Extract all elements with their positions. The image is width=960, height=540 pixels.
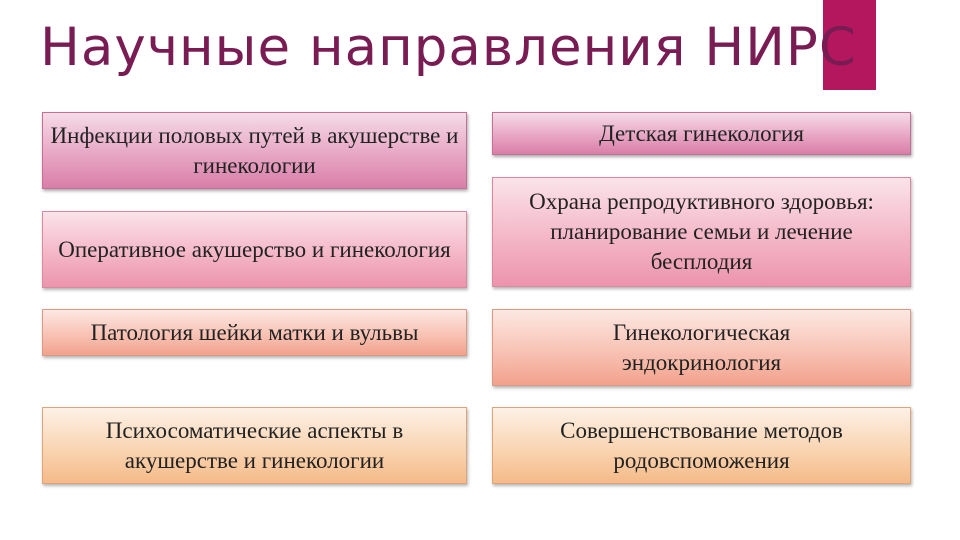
topic-box-right-3[interactable]	[492, 309, 911, 386]
topic-box-right-2[interactable]	[492, 177, 911, 287]
topic-label: Инфекции половых путей в акушерстве и гинекологии	[50, 122, 459, 178]
slide-title: Научные направления НИРС	[40, 17, 857, 78]
topic-label: Совершенствование методов родовспоможения	[560, 417, 843, 473]
topic-box-right-4[interactable]	[492, 407, 911, 484]
topic-box-right-1[interactable]	[492, 112, 911, 155]
topic-box-left-4[interactable]	[42, 407, 467, 484]
topic-box-left-3[interactable]	[42, 309, 467, 356]
topic-label: Патология шейки матки и вульвы	[90, 319, 419, 345]
topic-box-left-2[interactable]	[42, 211, 467, 288]
topic-label: Оперативное акушерство и гинекология	[58, 236, 451, 262]
topic-label: Охрана репродуктивного здоровья: планирование семьи и лечение бесплодия	[529, 189, 874, 274]
topic-label: Гинекологическая эндокринология	[612, 319, 791, 375]
topic-box-left-1[interactable]	[42, 112, 467, 189]
topic-label: Детская гинекология	[599, 120, 804, 146]
topic-label: Психосоматические аспекты в акушерстве и гинекологии	[105, 417, 404, 473]
